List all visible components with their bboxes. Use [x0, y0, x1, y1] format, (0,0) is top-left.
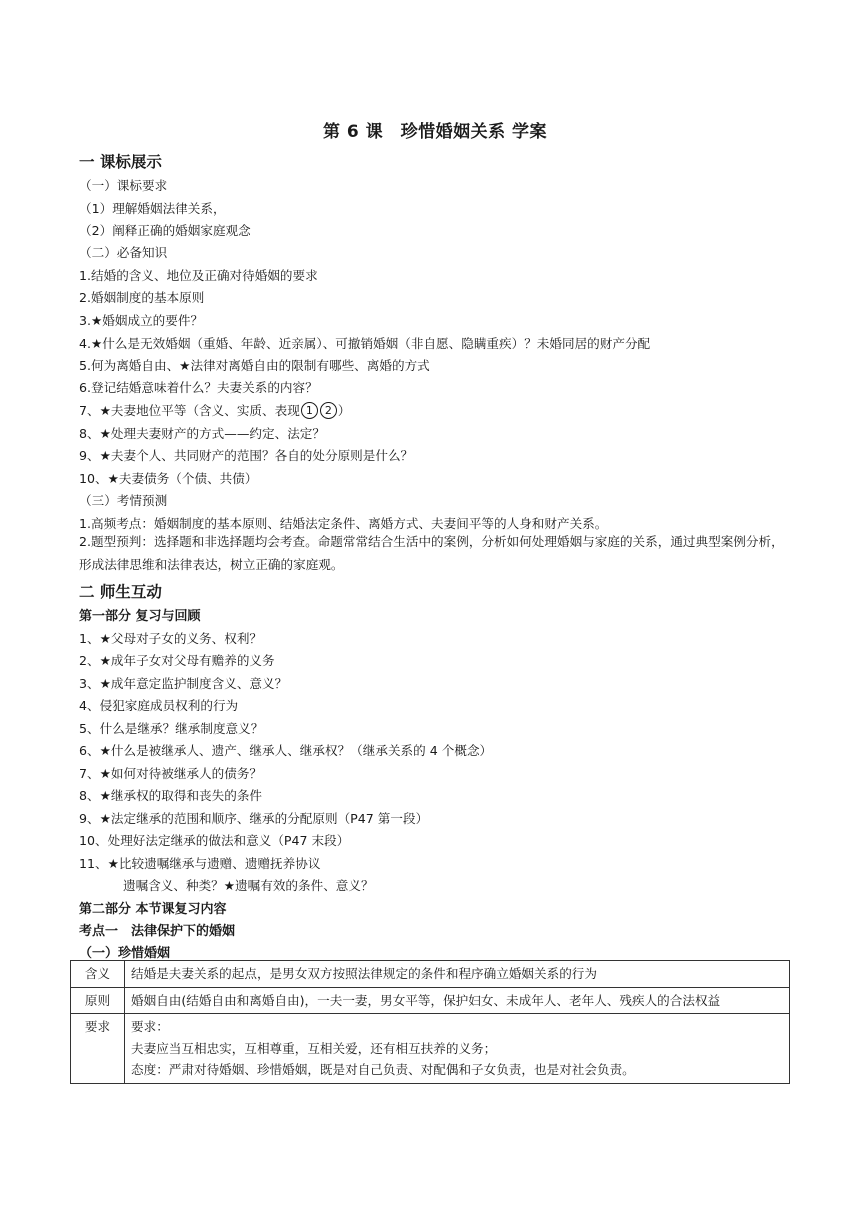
review-item: 3、★成年意定监护制度含义、意义？ [79, 676, 288, 691]
review-item: 4、侵犯家庭成员权利的行为 [79, 698, 239, 713]
table-key: 要求 [71, 1014, 125, 1084]
section-heading-standards: 一 课标展示 [79, 153, 162, 171]
knowledge-item: 1.结婚的含义、地位及正确对待婚姻的要求 [79, 268, 318, 283]
review-item: 11、★比较遗嘱继承与遗赠、遗赠抚养协议 [79, 856, 321, 871]
part-heading-current: 第二部分 本节课复习内容 [79, 902, 227, 917]
review-item: 10、处理好法定继承的做法和意义（P47 末段） [79, 833, 350, 848]
exam-point-heading: 考点一 法律保护下的婚姻 [79, 924, 236, 939]
table-value: 结婚是夫妻关系的起点，是男女双方按照法律规定的条件和程序确立婚姻关系的行为 [125, 961, 790, 988]
closing-paren: ） [337, 403, 351, 418]
knowledge-item-text: 7、★夫妻地位平等（含义、实质、表现 [79, 403, 300, 418]
review-item: 5、什么是继承？继承制度意义？ [79, 721, 264, 736]
circled-number: 2 [320, 402, 337, 419]
knowledge-item: 5.何为离婚自由、★法律对离婚自由的限制有哪些、离婚的方式 [79, 358, 430, 373]
review-item: 1、★父母对子女的义务、权利？ [79, 631, 263, 646]
review-item: 2、★成年子女对父母有赡养的义务 [79, 653, 275, 668]
section-heading-interaction: 二 师生互动 [79, 583, 162, 601]
knowledge-item: 6.登记结婚意味着什么？夫妻关系的内容？ [79, 380, 318, 395]
exam-point-subheading: （一）珍惜婚姻 [79, 946, 171, 961]
knowledge-item-7 [79, 400, 350, 419]
review-item: 6、★什么是被继承人、遗产、继承人、继承权？（继承关系的 4 个概念） [79, 743, 493, 758]
table-row [71, 961, 790, 988]
marriage-table [70, 960, 790, 1084]
knowledge-item: 10、★夫妻债务（个债、共债） [79, 471, 258, 486]
forecast-item: 1.高频考点：婚姻制度的基本原则、结婚法定条件、离婚方式、夫妻间平等的人身和财产关系。 [79, 516, 608, 531]
requirement-item: （1）理解婚姻法律关系， [79, 201, 226, 216]
review-item: 9、★法定继承的范围和顺序、继承的分配原则（P47 第一段） [79, 811, 429, 826]
knowledge-item: 8、★处理夫妻财产的方式——约定、法定？ [79, 426, 325, 441]
table-value: 婚姻自由(结婚自由和离婚自由)，一夫一妻，男女平等，保护妇女、未成年人、老年人、残疾人的合法权益 [125, 987, 790, 1014]
table-value [125, 1014, 790, 1084]
review-item: 8、★继承权的取得和丧失的条件 [79, 788, 263, 803]
table-row [71, 987, 790, 1014]
subheading-knowledge: （二）必备知识 [79, 245, 168, 260]
forecast-item: 2.题型预判：选择题和非选择题均会考查。命题常常结合生活中的案例，分析如何处理婚姻与家庭的关系，通过典型案例分析，形成法律思维和法律表达，树立正确的家庭观。 [79, 534, 784, 572]
subheading-forecast: （三）考情预测 [79, 493, 168, 508]
review-subitem: 遗嘱含义、种类？★遗嘱有效的条件、意义？ [123, 878, 374, 893]
knowledge-item: 2.婚姻制度的基本原则 [79, 290, 205, 305]
subheading-requirements: （一）课标要求 [79, 178, 168, 193]
table-key: 含义 [71, 961, 125, 988]
knowledge-item: 3.★婚姻成立的要件？ [79, 313, 204, 328]
knowledge-item: 4.★什么是无效婚姻（重婚、年龄、近亲属）、可撤销婚姻（非自愿、隐瞒重疾）？未婚同居的财产分配 [79, 336, 651, 351]
knowledge-item: 9、★夫妻个人、共同财产的范围？各自的处分原则是什么？ [79, 448, 414, 463]
table-value-line: 夫妻应当互相忠实，互相尊重，互相关爱，还有相互扶养的义务； [131, 1040, 497, 1056]
circled-number: 1 [301, 402, 318, 419]
table-value-line: 态度：严肃对待婚姻、珍惜婚姻，既是对自己负责、对配偶和子女负责，也是对社会负责。 [131, 1062, 635, 1077]
page-title: 第 6 课 珍惜婚姻关系 学案 [322, 122, 548, 142]
table-key: 原则 [71, 987, 125, 1014]
part-heading-review: 第一部分 复习与回顾 [79, 609, 201, 624]
table-row [71, 1014, 790, 1084]
requirement-item: （2）阐释正确的婚姻家庭观念 [79, 223, 251, 238]
table-value-line: 要求： [131, 1019, 169, 1034]
review-item: 7、★如何对待被继承人的债务？ [79, 766, 263, 781]
